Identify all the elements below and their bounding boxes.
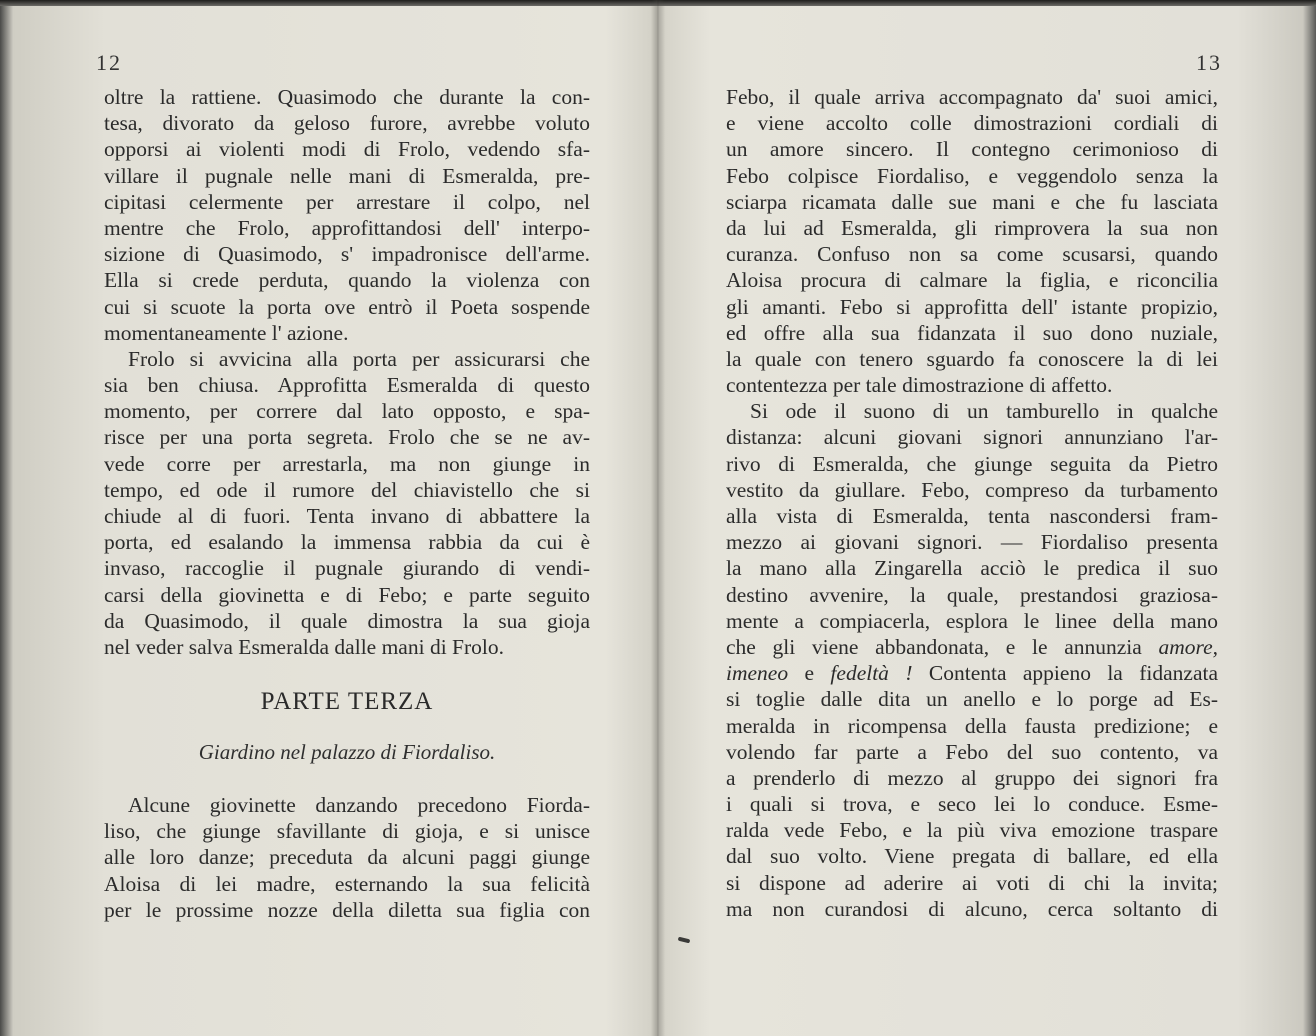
text-line: invaso, raccoglie il pugnale giurando di vendi- [104, 556, 590, 581]
text-line: si toglie dalle dita un anello e lo porge ad Es- [726, 687, 1218, 712]
text-line: meralda in ricompensa della fausta predizione; e [726, 713, 1218, 738]
text-line: Aloisa di lei madre, esternando la sua felicità [104, 871, 590, 896]
text-line: alla vista di Esmeralda, tenta nascondersi fram- [726, 504, 1218, 528]
text-line: la quale con tenero sguardo fa conoscere la di lei [726, 346, 1218, 371]
text-line: vede corre per arrestarla, ma non giunge in [104, 451, 590, 476]
text-line: mentre che Frolo, approfittandosi dell' interpo- [104, 215, 590, 240]
text-line: si dispone ad aderire ai voti di chi la invita; [726, 870, 1218, 895]
section-subheading: Giardino nel palazzo di Fiordaliso. [198, 740, 496, 764]
text-line: oltre la rattiene. Quasimodo che durante la con- [104, 85, 590, 109]
italic-word-imeneo: imeneo [726, 661, 789, 686]
text-line: mente a compiacerla, esplora le linee della mano [726, 608, 1218, 633]
text-line: vestito da giullare. Febo, compreso da turbamento [726, 477, 1218, 502]
text-line: Ella si crede perduta, quando la violenza con [104, 268, 590, 293]
text-line: ralda vede Febo, e la più viva emozione traspare [726, 818, 1218, 843]
text-line: sia ben chiusa. Approfitta Esmeralda di questo [104, 373, 590, 398]
text-line: destino avvenire, la quale, prestandosi graziosa- [726, 582, 1218, 607]
text-line: e viene accolto colle dimostrazioni cordiali di [726, 111, 1218, 136]
text-line: volendo far parte a Febo del suo contento, va [726, 739, 1218, 764]
left-text-lower [104, 792, 590, 923]
text-line: contentezza per tale dimostrazione di affetto. [726, 373, 1113, 398]
text-line: Si ode il suono di un tamburello in qualche [750, 399, 1218, 424]
text-fragment: Contenta appieno la fidanzata [928, 661, 1219, 686]
text-line: per le prossime nozze della diletta sua figlia con [104, 897, 590, 922]
text-line: da Quasimodo, il quale dimostra la sua gioja [104, 608, 590, 633]
text-line: distanza: alcuni giovani signori annunziano l'ar- [726, 425, 1218, 450]
text-line: tesa, divorato da geloso furore, avrebbe voluto [104, 111, 590, 136]
page-number-left: 12 [96, 50, 122, 75]
text-line-with-italic [726, 660, 1218, 686]
text-line: villare il pugnale nelle mani di Esmeralda, pre- [104, 163, 590, 188]
text-line: Aloisa procura di calmare la figlia, e riconcilia [726, 268, 1218, 293]
text-line: risce per una porta segreta. Frolo che se ne av- [104, 425, 590, 450]
text-line: curanza. Confuso non sa come scusarsi, quando [726, 242, 1218, 267]
text-line: alle loro danze; preceduta da alcuni paggi giunge [104, 845, 590, 870]
text-line: rivo di Esmeralda, che giunge seguita da Pietro [726, 451, 1218, 476]
text-line: carsi della giovinetta e di Febo; e parte seguito [104, 582, 590, 607]
right-page [658, 0, 1316, 1036]
text-line: Alcune giovinette danzando precedono Fiorda- [128, 793, 590, 817]
text-line: dal suo volto. Viene pregata di ballare, ed ella [726, 844, 1218, 869]
text-line: tempo, ed ode il rumore del chiavistello che si [104, 477, 590, 502]
section-heading: PARTE TERZA [260, 688, 434, 715]
text-fragment: che gli viene abbandonata, e le annunzia [726, 634, 1142, 659]
page-number-right: 13 [1196, 50, 1222, 75]
text-line: sciarpa ricamata dalle sue mani e che fu lasciata [726, 189, 1218, 214]
text-line: la mano alla Zingarella acciò le predica il suo [726, 556, 1218, 581]
text-line: a prenderlo di mezzo al gruppo dei signori fra [726, 765, 1218, 790]
text-line: momentaneamente l' azione. [104, 320, 349, 345]
text-line: Febo colpisce Fiordaliso, e veggendolo senza la [726, 163, 1218, 188]
text-line: ed offre alla sua fidanzata il suo dono nuziale, [726, 320, 1218, 345]
left-text-upper [104, 84, 590, 660]
text-line: chiude al di fuori. Tenta invano di abbattere la [104, 504, 590, 528]
text-line: gli amanti. Febo si approfitta dell' istante propizio, [726, 294, 1218, 319]
text-line: da lui ad Esmeralda, gli rimprovera la sua non [726, 215, 1218, 240]
text-line: mezzo ai giovani signori. — Fiordaliso presenta [726, 530, 1218, 555]
text-line-with-italic [726, 634, 1218, 660]
text-line: ma non curandosi di alcuno, cerca soltanto di [726, 896, 1218, 921]
text-fragment: e [804, 661, 815, 686]
text-line: sizione di Quasimodo, s' impadronisce dell'arme. [104, 242, 590, 267]
right-text [726, 84, 1218, 922]
text-line: nel veder salva Esmeralda dalle mani di Frolo. [104, 634, 505, 659]
text-line: cui si scuote la porta ove entrò il Poeta sospende [104, 294, 590, 319]
italic-word-fedelta: fedeltà ! [830, 661, 913, 686]
text-line: liso, che giunge sfavillante di gioja, e si unisce [104, 819, 590, 844]
text-line: i quali si trova, e seco lei lo conduce. Esme- [726, 792, 1218, 817]
text-line: porta, ed esalando la immensa rabbia da cui è [104, 530, 590, 555]
italic-word-amore: amore, [1158, 634, 1218, 659]
text-line: Febo, il quale arriva accompagnato da' suoi amici, [726, 85, 1218, 109]
text-line: cipitasi celermente per arrestare il colpo, nel [104, 189, 590, 214]
text-line: un amore sincero. Il contegno cerimonioso di [726, 137, 1218, 162]
text-line: Frolo si avvicina alla porta per assicurarsi che [128, 346, 590, 371]
text-line: momento, per correre dal lato opposto, e spa- [104, 399, 590, 424]
text-line: opporsi ai violenti modi di Frolo, vedendo sfa- [104, 137, 590, 162]
